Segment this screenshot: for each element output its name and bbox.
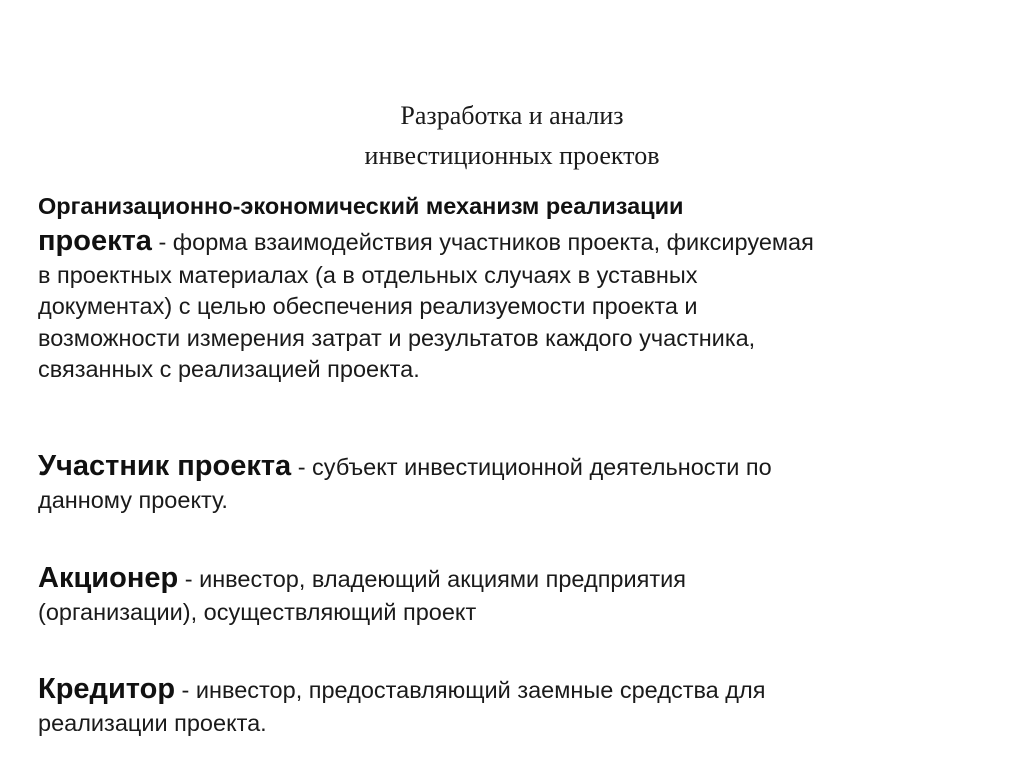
definition-shareholder <box>38 560 686 628</box>
definition-creditor <box>38 671 765 739</box>
term-mechanism-line-1: Организационно-экономический механизм реализации <box>38 193 684 219</box>
header-line-1: Разработка и анализ <box>400 101 624 130</box>
def-creditor-line-2: реализации проекта. <box>38 710 267 736</box>
term-creditor: Кредитор <box>38 673 176 705</box>
def-participant-line-2: данному проекту. <box>38 487 228 513</box>
def-creditor-line-1: - инвестор, предоставляющий заемные средства для <box>175 677 766 703</box>
definition-participant <box>38 448 772 516</box>
def-mechanism-line-1: - форма взаимодействия участников проекта, фиксируемая <box>151 228 814 255</box>
definition-creditor-line-1 <box>38 671 765 707</box>
term-shareholder: Акционер <box>38 562 179 594</box>
def-mechanism-line-3: документах) с целью обеспечения реализуемости проекта и <box>38 293 698 319</box>
definition-mechanism <box>38 191 998 386</box>
def-shareholder-line-2: (организации), осуществляющий проект <box>38 599 477 625</box>
def-mechanism-line-5: связанных с реализацией проекта. <box>38 356 420 382</box>
term-participant: Участник проекта <box>38 450 292 482</box>
definitions-list <box>38 191 998 736</box>
def-mechanism-line-4: возможности измерения затрат и результатов каждого участника, <box>38 324 756 351</box>
definition-shareholder-line-1 <box>38 560 686 596</box>
slide-header <box>0 96 1024 176</box>
def-shareholder-line-1: - инвестор, владеющий акциями предприятия <box>178 566 686 592</box>
def-participant-line-1: - субъект инвестиционной деятельности по <box>291 454 772 480</box>
definition-participant-line-1 <box>38 448 772 484</box>
def-mechanism-line-2: в проектных материалах (а в отдельных случаях в уставных <box>38 261 698 288</box>
term-mechanism-line-2: проекта <box>38 224 152 257</box>
header-line-2: инвестиционных проектов <box>364 141 660 170</box>
definition-mechanism-line-2 <box>38 223 998 260</box>
